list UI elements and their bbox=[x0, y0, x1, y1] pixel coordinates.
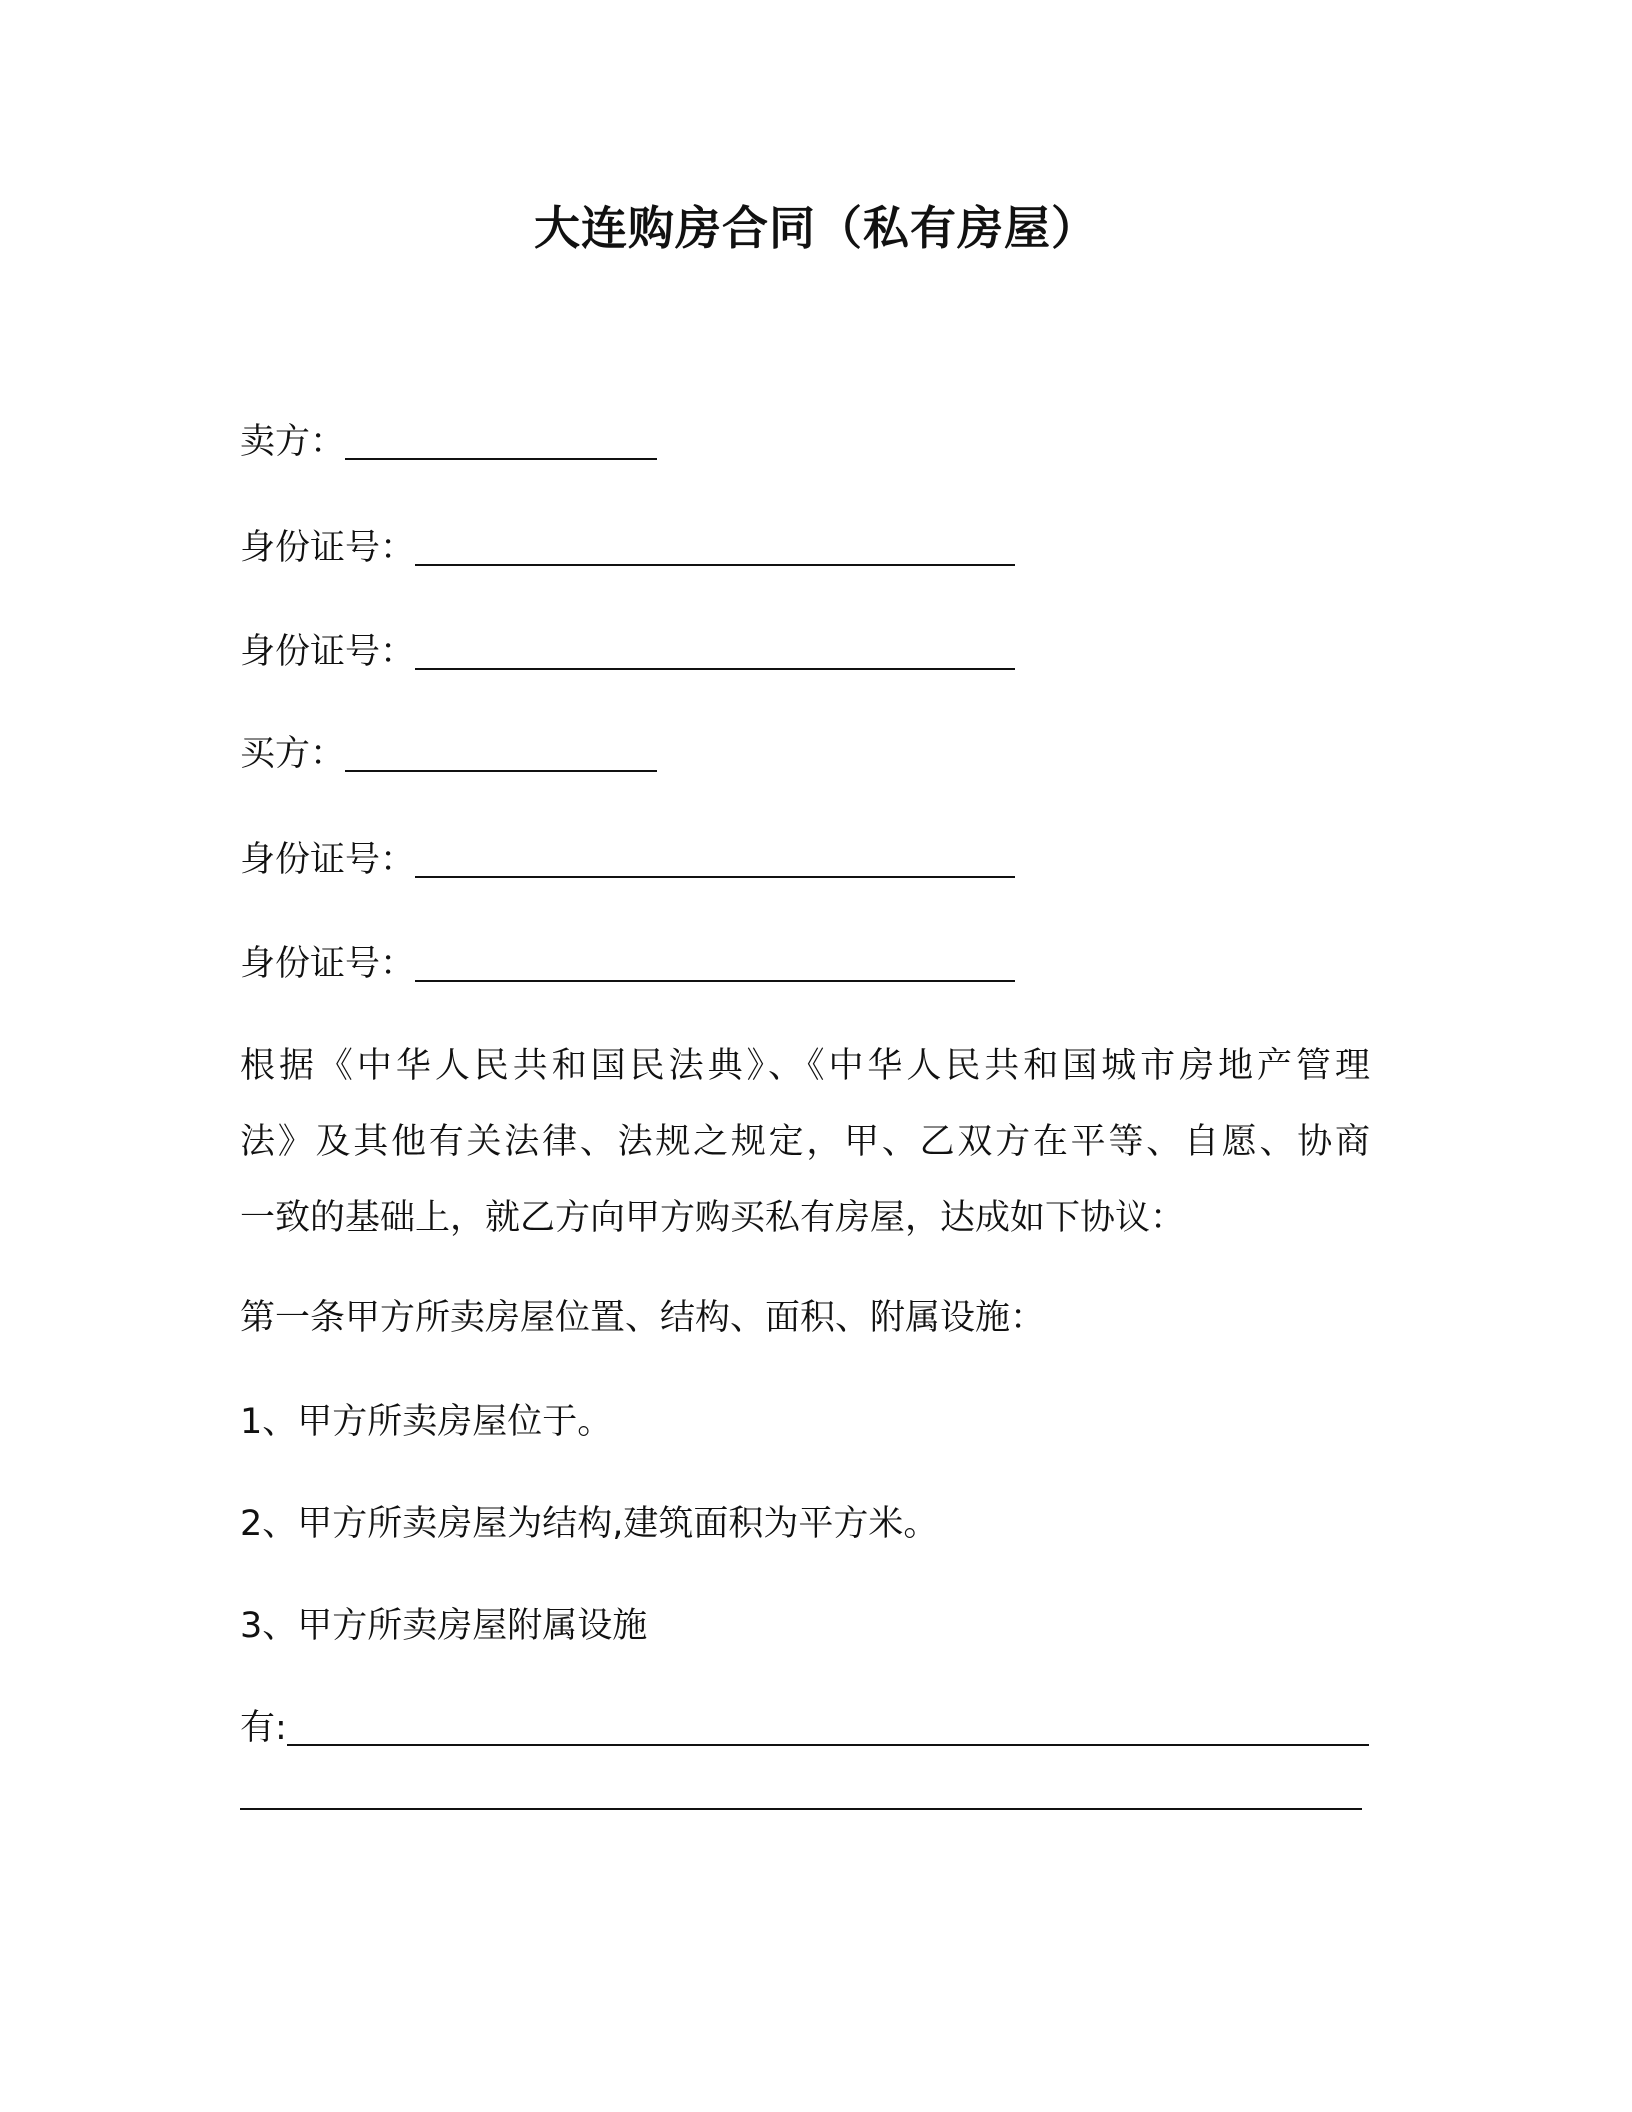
seller-line bbox=[240, 418, 657, 466]
preamble-line-3: 一致的基础上，就乙方向甲方购买私有房屋，达成如下协议： bbox=[240, 1198, 1186, 1238]
article1-item2-text: 2、甲方所卖房屋为结构,建筑面积为平方米。 bbox=[240, 1504, 939, 1544]
buyer-id-label-2: 身份证号： bbox=[240, 944, 416, 984]
buyer-id-blank-1[interactable] bbox=[415, 840, 1015, 878]
seller-blank[interactable] bbox=[345, 422, 657, 460]
seller-label: 卖方： bbox=[240, 422, 346, 462]
facilities-label: 有: bbox=[240, 1708, 287, 1748]
buyer-label: 买方： bbox=[240, 734, 346, 774]
facilities-line bbox=[240, 1704, 1369, 1752]
buyer-blank[interactable] bbox=[345, 734, 657, 772]
preamble-line-2: 法》及其他有关法律、法规之规定，甲、乙双方在平等、自愿、协商 bbox=[240, 1122, 1370, 1162]
buyer-line bbox=[240, 730, 657, 778]
article1-item1-text: 1、甲方所卖房屋位于。 bbox=[240, 1402, 613, 1442]
seller-id-label-1: 身份证号： bbox=[240, 528, 416, 568]
seller-id-line-1 bbox=[240, 524, 1015, 572]
buyer-id-line-1 bbox=[240, 836, 1015, 884]
seller-id-label-2: 身份证号： bbox=[240, 632, 416, 672]
facilities-line-2 bbox=[240, 1772, 1362, 1816]
article1-item2 bbox=[240, 1500, 938, 1548]
buyer-id-blank-2[interactable] bbox=[415, 944, 1015, 982]
article1-item1 bbox=[240, 1398, 612, 1446]
buyer-id-line-2 bbox=[240, 940, 1015, 988]
article1-item3-text: 3、甲方所卖房屋附属设施 bbox=[240, 1606, 648, 1646]
article1-heading-text: 第一条甲方所卖房屋位置、结构、面积、附属设施： bbox=[240, 1298, 1046, 1338]
seller-id-line-2 bbox=[240, 628, 1015, 676]
preamble-line-1: 根据《中华人民共和国民法典》、《中华人民共和国城市房地产管理 bbox=[240, 1046, 1370, 1086]
buyer-id-label-1: 身份证号： bbox=[240, 840, 416, 880]
facilities-blank-1[interactable] bbox=[287, 1708, 1369, 1746]
article1-item3 bbox=[240, 1602, 647, 1650]
facilities-blank-2[interactable] bbox=[240, 1772, 1362, 1810]
preamble-paragraph bbox=[240, 1028, 1370, 1256]
seller-id-blank-2[interactable] bbox=[415, 632, 1015, 670]
document-title: 大连购房合同（私有房屋） bbox=[534, 201, 1098, 255]
seller-id-blank-1[interactable] bbox=[415, 528, 1015, 566]
article1-heading bbox=[240, 1294, 1045, 1342]
